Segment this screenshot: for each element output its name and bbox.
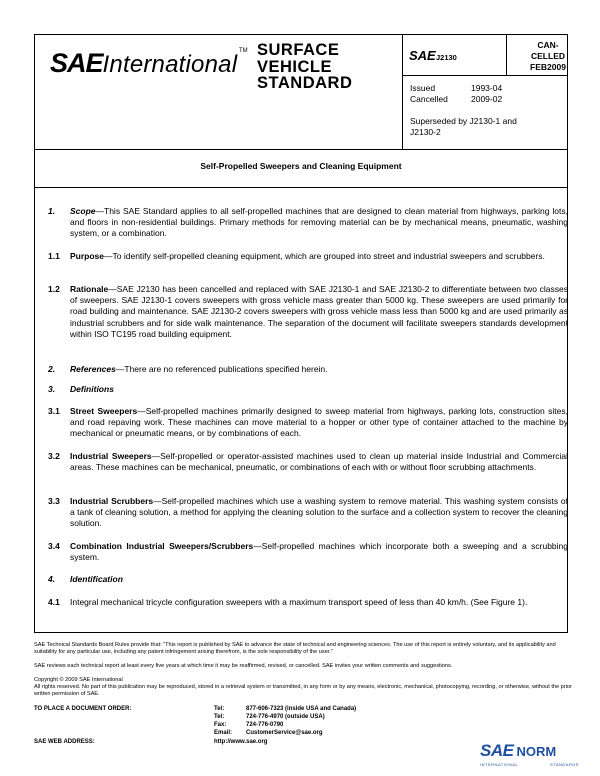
document-number: J2130 <box>436 53 457 62</box>
tel-label: Tel: <box>214 706 225 712</box>
section-text: —To identify self-propelled cleaning equipment, which are grouped into street and industrial sweepers and scrubbers. <box>104 251 545 261</box>
tel-value: 877-606-7323 (inside USA and Canada) <box>246 706 357 712</box>
section-heading: Industrial Sweepers <box>70 451 152 461</box>
section-number: 3.1 <box>48 406 60 416</box>
superseded-line1: Superseded by J2130-1 and <box>410 116 517 126</box>
footer-rules-text: SAE Technical Standards Board Rules provide that: “This report is published by SAE to advance the state of technical and engineering sciences. The use of this report is entirely voluntary, and its applicability and suitability for any particular use, including any patent infringement arising therefrom, is the sole responsibility of the user.” <box>34 642 556 656</box>
section-number: 3.3 <box>48 496 60 506</box>
norm-word-text: NORM <box>516 744 557 759</box>
section-heading: Definitions <box>70 384 114 394</box>
section-heading: Rationale <box>70 284 109 294</box>
logo-sae-text: SAE <box>50 48 103 78</box>
norm-sub-right: STANDARDS <box>550 762 579 767</box>
section-heading: Combination Industrial Sweepers/Scrubbers <box>70 541 254 551</box>
email-label: Email: <box>214 730 233 736</box>
logo-international-text: International <box>102 51 238 78</box>
standard-type-line2: VEHICLE <box>257 57 333 76</box>
email-link[interactable]: CustomerService@sae.org <box>246 730 323 736</box>
issued-label: Issued <box>410 83 436 93</box>
fax-label: Fax: <box>214 722 227 728</box>
section-heading: Scope <box>70 206 96 216</box>
sae-international-logo <box>50 48 248 79</box>
section-text: —Self-propelled or operator-assisted machines used to clean up material inside Industrial and Commercial areas. These machines can be mechanical, pneumatic, or combinations of each with or without floor scrubbing attachments. <box>70 451 568 473</box>
header-vertical-divider <box>402 34 403 149</box>
section-text: —SAE J2130 has been cancelled and replaced with SAE J2130-1 and SAE J2130-2 to differentiate between two classes of sweepers. SAE J2130-1 covers sweepers with gross vehicle mass greater than 5000 kg. These sweepers are used primarily for road building and maintenance. SAE J2130-2 covers sweepers with gross vehicle mass less than 5000 kg and are used primarily as industrial scrubbers and for side walk maintenance. The separation of the document will facilitate sweepers standards development within ISO TC195 road building equipment. <box>70 284 568 339</box>
document-title: Self-Propelled Sweepers and Cleaning Equipment <box>200 161 402 171</box>
footer-review-text: SAE reviews each technical report at least every five years at which time it may be reaffirmed, revised, or cancelled. SAE invites your written comments and suggestions. <box>34 663 453 669</box>
small-sae-logo: SAE <box>409 48 436 63</box>
section-number: 2. <box>48 364 56 374</box>
cancel-line2: CELLED <box>531 51 565 61</box>
standard-type-line1: SURFACE <box>257 41 340 59</box>
section-heading: Identification <box>70 574 123 584</box>
sae-norm-logo <box>480 741 579 767</box>
section-number: 3. <box>48 384 56 394</box>
section-text: —Self-propelled machines primarily designed to sweep material from highways, parking lots, construction sites, and road repaving work. These machines can move material to a hopper or other type of container attached to the machine by mechanical or pneumatic means, or by combinations of each. <box>70 406 568 439</box>
header-divider <box>34 149 568 150</box>
section-heading: Purpose <box>70 251 105 261</box>
section-text: —Self-propelled machines which use a washing system to remove material. This washing system consists of a tank of cleaning solution, a method for applying the cleaning solution to the surface and a collection system to recover the cleaning solution. <box>70 496 568 529</box>
section-text: —This SAE Standard applies to all self-propelled machines that are designed to clean material from highways, parking lots, and floors in non-residential buildings. Primary methods for removing material can be by mechanical means, pneumatic, washing system, or a combination. <box>70 206 568 239</box>
web-address-label: SAE WEB ADDRESS: <box>34 739 95 745</box>
standard-type-line3: STANDARD <box>257 74 353 92</box>
tel2-value: 724-776-4970 (outside USA) <box>246 714 325 720</box>
section-text: Integral mechanical tricycle configuration sweepers with a maximum transport speed of less than 40 km/h. (See Figure 1). <box>70 597 528 607</box>
fax-value: 724-776-0790 <box>246 722 284 728</box>
doc-number-divider <box>402 75 568 76</box>
section-number: 3.4 <box>48 541 60 551</box>
tel2-label: Tel: <box>214 714 225 720</box>
cancel-line1: CAN- <box>537 40 559 50</box>
section-number: 1.1 <box>48 251 60 261</box>
cancelled-stamp <box>528 40 568 73</box>
section-number: 3.2 <box>48 451 60 461</box>
issued-date: 1993-04 <box>471 83 503 93</box>
norm-sub-left: INTERNATIONAL <box>480 762 519 767</box>
section-text: —Self-propelled machines which incorporate both a sweeping and a scrubbing system. <box>70 541 568 563</box>
web-address-link[interactable]: http://www.sae.org <box>214 739 268 745</box>
title-divider <box>34 187 568 188</box>
section-number: 1.2 <box>48 284 60 294</box>
norm-sae-text: SAE <box>480 741 514 760</box>
footer-rights-text: All rights reserved. No part of this publication may be reproduced, stored in a retrieval system or transmitted, in any form or by any means, electronic, mechanical, photocopying, recording, or otherwise, without the prior written permission of SAE. <box>34 684 572 698</box>
cancel-box-divider <box>506 34 507 75</box>
logo-trademark: TM <box>239 48 248 54</box>
section-number: 4. <box>48 574 56 584</box>
section-number: 1. <box>48 206 56 216</box>
footer-copyright: Copyright © 2009 SAE International <box>34 677 123 683</box>
superseded-line2: J2130-2 <box>410 127 441 137</box>
order-label: TO PLACE A DOCUMENT ORDER: <box>34 706 132 712</box>
section-heading: References <box>70 364 116 374</box>
section-heading: Industrial Scrubbers <box>70 496 154 506</box>
cancelled-date: 2009-02 <box>471 94 503 104</box>
section-text: —There are no referenced publications specified herein. <box>115 364 328 374</box>
standard-type <box>257 42 352 92</box>
section-heading: Street Sweepers <box>70 406 138 416</box>
cancelled-label: Cancelled <box>410 94 448 104</box>
cancel-line3: FEB2009 <box>530 62 566 72</box>
section-number: 4.1 <box>48 597 60 607</box>
